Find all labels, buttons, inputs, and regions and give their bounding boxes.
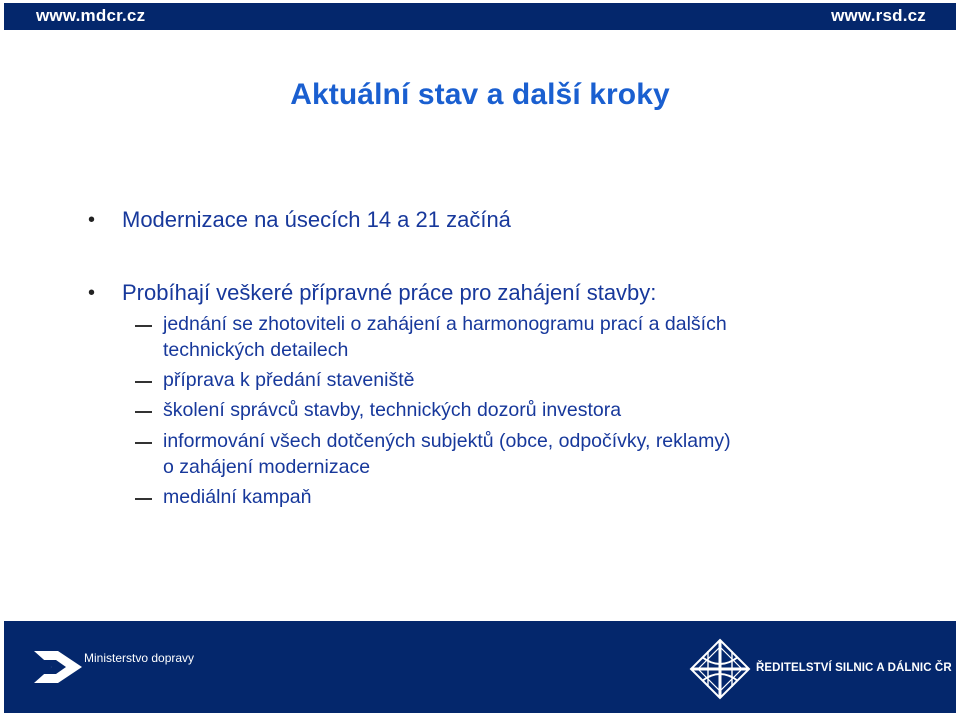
slide-title: Aktuální stav a další kroky bbox=[290, 78, 670, 111]
dash-marker bbox=[135, 325, 152, 327]
dash-marker bbox=[135, 411, 152, 413]
rsd-url: www.rsd.cz bbox=[831, 6, 926, 25]
footer-bar bbox=[4, 621, 956, 713]
subitem-text bbox=[163, 311, 727, 363]
subitem-text bbox=[163, 367, 414, 393]
bullet-text: Probíhají veškeré přípravné práce pro zahájení stavby: bbox=[122, 280, 657, 305]
subitem-line: technických detailech bbox=[163, 339, 349, 361]
dash-marker bbox=[135, 442, 152, 444]
rsd-logo-text: ŘEDITELSTVÍ SILNIC A DÁLNIC ČR bbox=[756, 662, 952, 674]
mdcr-url: www.mdcr.cz bbox=[36, 6, 146, 25]
ministry-of-transport-logo-icon bbox=[32, 643, 84, 691]
subitem-line: mediální kampaň bbox=[163, 486, 312, 508]
bullet-dot: • bbox=[88, 282, 96, 304]
header-bar bbox=[4, 3, 956, 30]
rsd-logo-icon bbox=[688, 637, 752, 701]
subitem-text bbox=[163, 428, 731, 480]
subitem-line: školení správců stavby, technických dozorů investora bbox=[163, 399, 622, 421]
subitem-line: jednání se zhotoviteli o zahájení a harmonogramu prací a dalších bbox=[163, 313, 727, 335]
subitem-text bbox=[163, 484, 312, 510]
subitem-line: příprava k předání staveniště bbox=[163, 369, 415, 391]
bullet-text: Modernizace na úsecích 14 a 21 začíná bbox=[122, 207, 511, 232]
ministry-logo-text: Ministerstvo dopravy bbox=[84, 651, 195, 665]
dash-marker bbox=[135, 498, 152, 500]
subitem-line: o zahájení modernizace bbox=[163, 456, 371, 478]
dash-marker bbox=[135, 381, 152, 383]
subitem-text bbox=[163, 397, 621, 423]
bullet-dot: • bbox=[88, 209, 96, 231]
subitem-line: informování všech dotčených subjektů (obce, odpočívky, reklamy) bbox=[163, 430, 731, 452]
